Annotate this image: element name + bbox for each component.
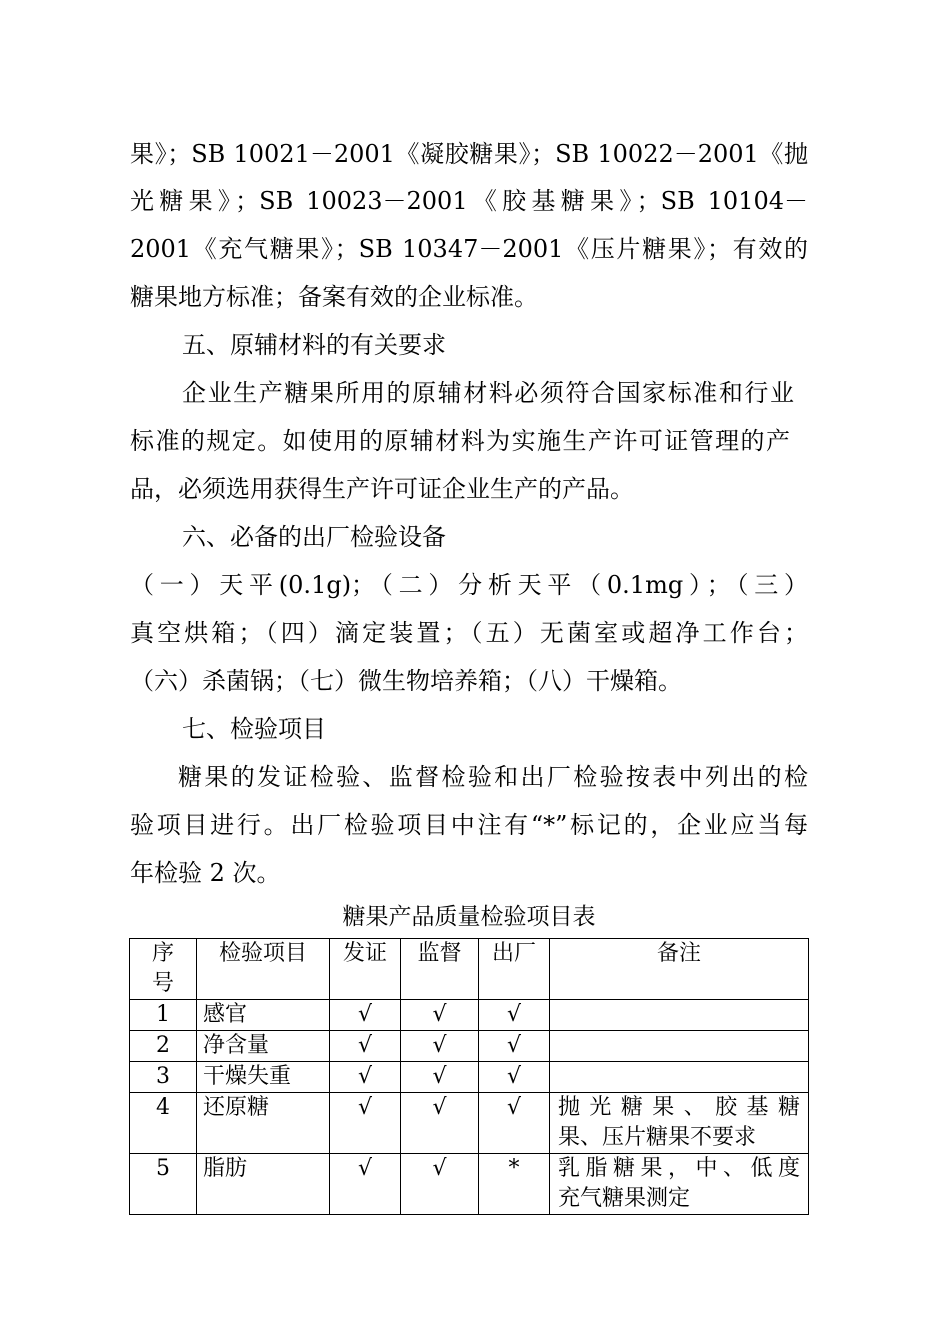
cell-supervise-check: √ [401, 1000, 479, 1031]
cell-cert-check: √ [330, 1031, 401, 1062]
cell-cert-check: √ [330, 1154, 401, 1215]
header-remark: 备注 [550, 939, 809, 1000]
cell-supervise-check: √ [401, 1062, 479, 1093]
table-row [130, 1093, 809, 1154]
header-cert: 发证 [330, 939, 401, 1000]
cell-factory-asterisk: * [479, 1154, 550, 1215]
cell-remark [550, 1154, 809, 1215]
cell-factory-check: √ [479, 1000, 550, 1031]
cell-item: 感官 [197, 1000, 330, 1031]
paragraph-line: 2001《充气糖果》；SB 10347－2001《压片糖果》；有效的 [130, 235, 808, 263]
paragraph-line: 标准的规定。如使用的原辅材料为实施生产许可证管理的产 [130, 427, 790, 455]
section-heading: 五、原辅材料的有关要求 [182, 331, 446, 359]
cell-remark [550, 1000, 809, 1031]
paragraph-line: 验项目进行。出厂检验项目中注有“*”标记的，企业应当每 [130, 811, 808, 839]
remark-line: 充气糖果测定 [558, 1186, 691, 1211]
remark-line: 乳脂糖果，中、低度 [558, 1156, 800, 1181]
cell-item: 还原糖 [197, 1093, 330, 1154]
cell-factory-check: √ [479, 1031, 550, 1062]
cell-supervise-check: √ [401, 1154, 479, 1215]
cell-cert-check: √ [330, 1000, 401, 1031]
table-row [130, 1062, 809, 1093]
remark-line: 果、压片糖果不要求 [558, 1125, 757, 1150]
paragraph-line: （一）天平(0.1g)；（二）分析天平（0.1mg）；（三） [130, 571, 808, 599]
paragraph-line: 企业生产糖果所用的原辅材料必须符合国家标准和行业 [182, 379, 794, 407]
cell-supervise-check: √ [401, 1093, 479, 1154]
table-row [130, 1154, 809, 1215]
header-seq-line2: 号 [151, 971, 174, 996]
cell-no: 5 [130, 1154, 197, 1215]
header-item: 检验项目 [197, 939, 330, 1000]
header-supervise: 监督 [401, 939, 479, 1000]
cell-no: 4 [130, 1093, 197, 1154]
cell-supervise-check: √ [401, 1031, 479, 1062]
table-row [130, 1031, 809, 1062]
inspection-items-table [129, 938, 809, 1215]
table-row [130, 1000, 809, 1031]
section-heading: 六、必备的出厂检验设备 [182, 523, 446, 551]
cell-factory-check: √ [479, 1062, 550, 1093]
cell-no: 3 [130, 1062, 197, 1093]
paragraph-line: 果》；SB 10021－2001《凝胶糖果》；SB 10022－2001《抛 [130, 140, 808, 168]
paragraph-line: 光糖果》；SB 10023－2001《胶基糖果》；SB 10104－ [130, 187, 808, 215]
table-caption: 糖果产品质量检验项目表 [342, 904, 596, 930]
header-factory: 出厂 [479, 939, 550, 1000]
cell-cert-check: √ [330, 1093, 401, 1154]
remark-line: 抛光糖果、胶基糖 [558, 1095, 800, 1120]
cell-remark [550, 1062, 809, 1093]
cell-no: 2 [130, 1031, 197, 1062]
cell-item: 净含量 [197, 1031, 330, 1062]
paragraph-line: （六）杀菌锅；（七）微生物培养箱；（八）干燥箱。 [130, 667, 682, 695]
cell-item: 干燥失重 [197, 1062, 330, 1093]
paragraph-line: 真空烘箱；（四）滴定装置；（五）无菌室或超净工作台； [130, 619, 808, 647]
cell-item: 脂肪 [197, 1154, 330, 1215]
header-seq [130, 939, 197, 1000]
cell-no: 1 [130, 1000, 197, 1031]
cell-factory-check: √ [479, 1093, 550, 1154]
cell-remark [550, 1031, 809, 1062]
cell-remark [550, 1093, 809, 1154]
cell-cert-check: √ [330, 1062, 401, 1093]
section-heading: 七、检验项目 [182, 715, 326, 743]
paragraph-line: 糖果的发证检验、监督检验和出厂检验按表中列出的检 [178, 763, 808, 791]
paragraph-line: 品，必须选用获得生产许可证企业生产的产品。 [130, 475, 634, 503]
paragraph-line: 糖果地方标准；备案有效的企业标准。 [130, 283, 538, 311]
table-header-row [130, 939, 809, 1000]
paragraph-line: 年检验 2 次。 [130, 859, 281, 887]
header-seq-line1: 序 [151, 941, 174, 966]
